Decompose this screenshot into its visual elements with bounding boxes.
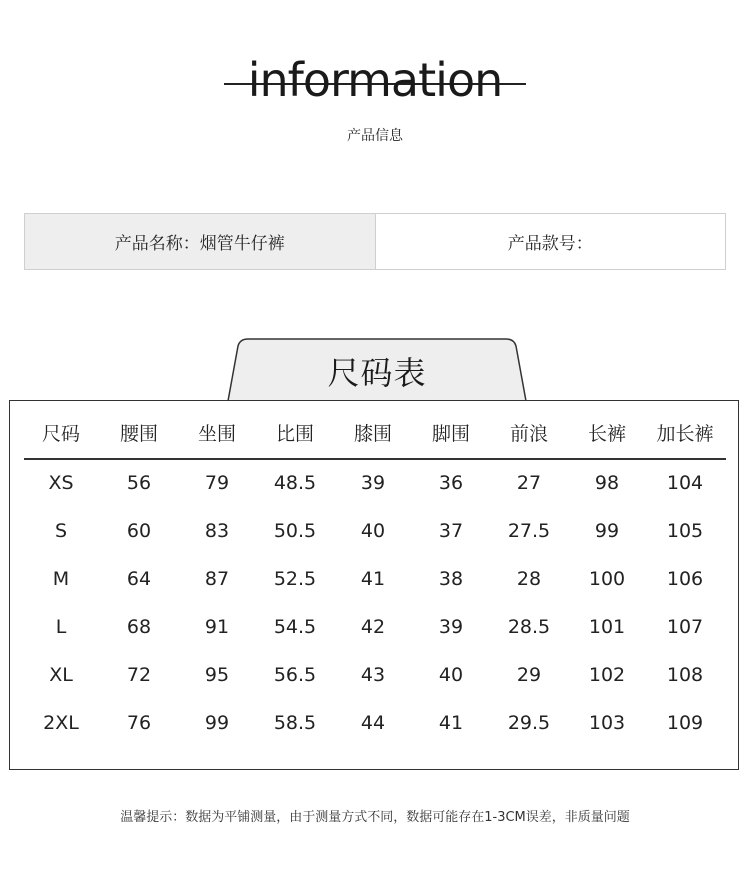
table-cell: 38: [438, 568, 464, 590]
table-row: [22, 564, 724, 594]
table-cell: 104: [666, 472, 704, 494]
table-header-row: [22, 419, 724, 449]
table-row: [22, 708, 724, 738]
table-cell: 100: [588, 568, 626, 590]
table-cell: 39: [360, 472, 386, 494]
table-cell: 58.5: [273, 712, 317, 734]
size-chart-tab: [226, 338, 528, 402]
table-cell: 105: [666, 520, 704, 542]
table-cell: 95: [204, 664, 230, 686]
table-cell: 68: [126, 616, 152, 638]
column-header: 前浪: [509, 423, 548, 445]
column-header: 加长裤: [656, 423, 714, 445]
table-cell: 27: [516, 472, 542, 494]
table-cell: XS: [48, 472, 74, 494]
table-cell: 102: [588, 664, 626, 686]
table-cell: 83: [204, 520, 230, 542]
column-header: 长裤: [587, 423, 626, 445]
table-cell: 39: [438, 616, 464, 638]
table-row: [22, 612, 724, 642]
table-cell: 98: [594, 472, 620, 494]
table-cell: 40: [360, 520, 386, 542]
table-cell: 27.5: [507, 520, 551, 542]
product-info-bar: [24, 213, 726, 270]
table-cell: 44: [360, 712, 386, 734]
product-style-number: 产品款号：: [507, 234, 593, 254]
table-cell: 29.5: [507, 712, 551, 734]
table-cell: 60: [126, 520, 152, 542]
column-header: 膝围: [353, 423, 392, 445]
page-subtitle: 产品信息: [347, 128, 403, 144]
table-cell: 52.5: [273, 568, 317, 590]
table-cell: L: [55, 616, 67, 638]
table-cell: 2XL: [43, 712, 79, 734]
table-cell: 106: [666, 568, 704, 590]
table-cell: 64: [126, 568, 152, 590]
table-cell: 50.5: [273, 520, 317, 542]
column-header: 脚围: [431, 423, 470, 445]
table-cell: S: [54, 520, 68, 542]
page-header: [0, 50, 750, 110]
table-cell: 101: [588, 616, 626, 638]
column-header: 比围: [275, 423, 314, 445]
table-cell: 91: [204, 616, 230, 638]
page-title: information: [247, 53, 503, 107]
table-cell: 54.5: [273, 616, 317, 638]
table-cell: 87: [204, 568, 230, 590]
table-cell: 76: [126, 712, 152, 734]
table-cell: M: [52, 568, 70, 590]
table-cell: 79: [204, 472, 230, 494]
table-cell: 36: [438, 472, 464, 494]
column-header: 腰围: [119, 423, 158, 445]
table-row: [22, 516, 724, 546]
table-cell: 28: [516, 568, 542, 590]
table-row: [22, 660, 724, 690]
table-cell: 108: [666, 664, 704, 686]
product-name: 产品名称：烟管牛仔裤: [25, 214, 376, 269]
table-cell: 48.5: [273, 472, 317, 494]
table-cell: 99: [204, 712, 230, 734]
table-cell: 42: [360, 616, 386, 638]
table-cell: 56: [126, 472, 152, 494]
table-cell: 43: [360, 664, 386, 686]
table-row: [22, 468, 724, 498]
size-chart-table: [9, 400, 739, 770]
table-cell: XL: [49, 664, 73, 686]
table-cell: 41: [438, 712, 464, 734]
header-divider: [24, 458, 726, 460]
size-chart-title: 尺码表: [327, 354, 427, 392]
table-cell: 28.5: [507, 616, 551, 638]
table-cell: 99: [594, 520, 620, 542]
column-header: 坐围: [197, 423, 236, 445]
table-cell: 107: [666, 616, 704, 638]
table-cell: 56.5: [273, 664, 317, 686]
measurement-note: 温馨提示：数据为平铺测量，由于测量方式不同，数据可能存在1-3CM误差，非质量问题: [120, 810, 630, 825]
table-cell: 37: [438, 520, 464, 542]
table-cell: 40: [438, 664, 464, 686]
table-cell: 103: [588, 712, 626, 734]
table-cell: 109: [666, 712, 704, 734]
table-cell: 29: [516, 664, 542, 686]
table-cell: 72: [126, 664, 152, 686]
table-cell: 41: [360, 568, 386, 590]
column-header: 尺码: [41, 423, 80, 445]
